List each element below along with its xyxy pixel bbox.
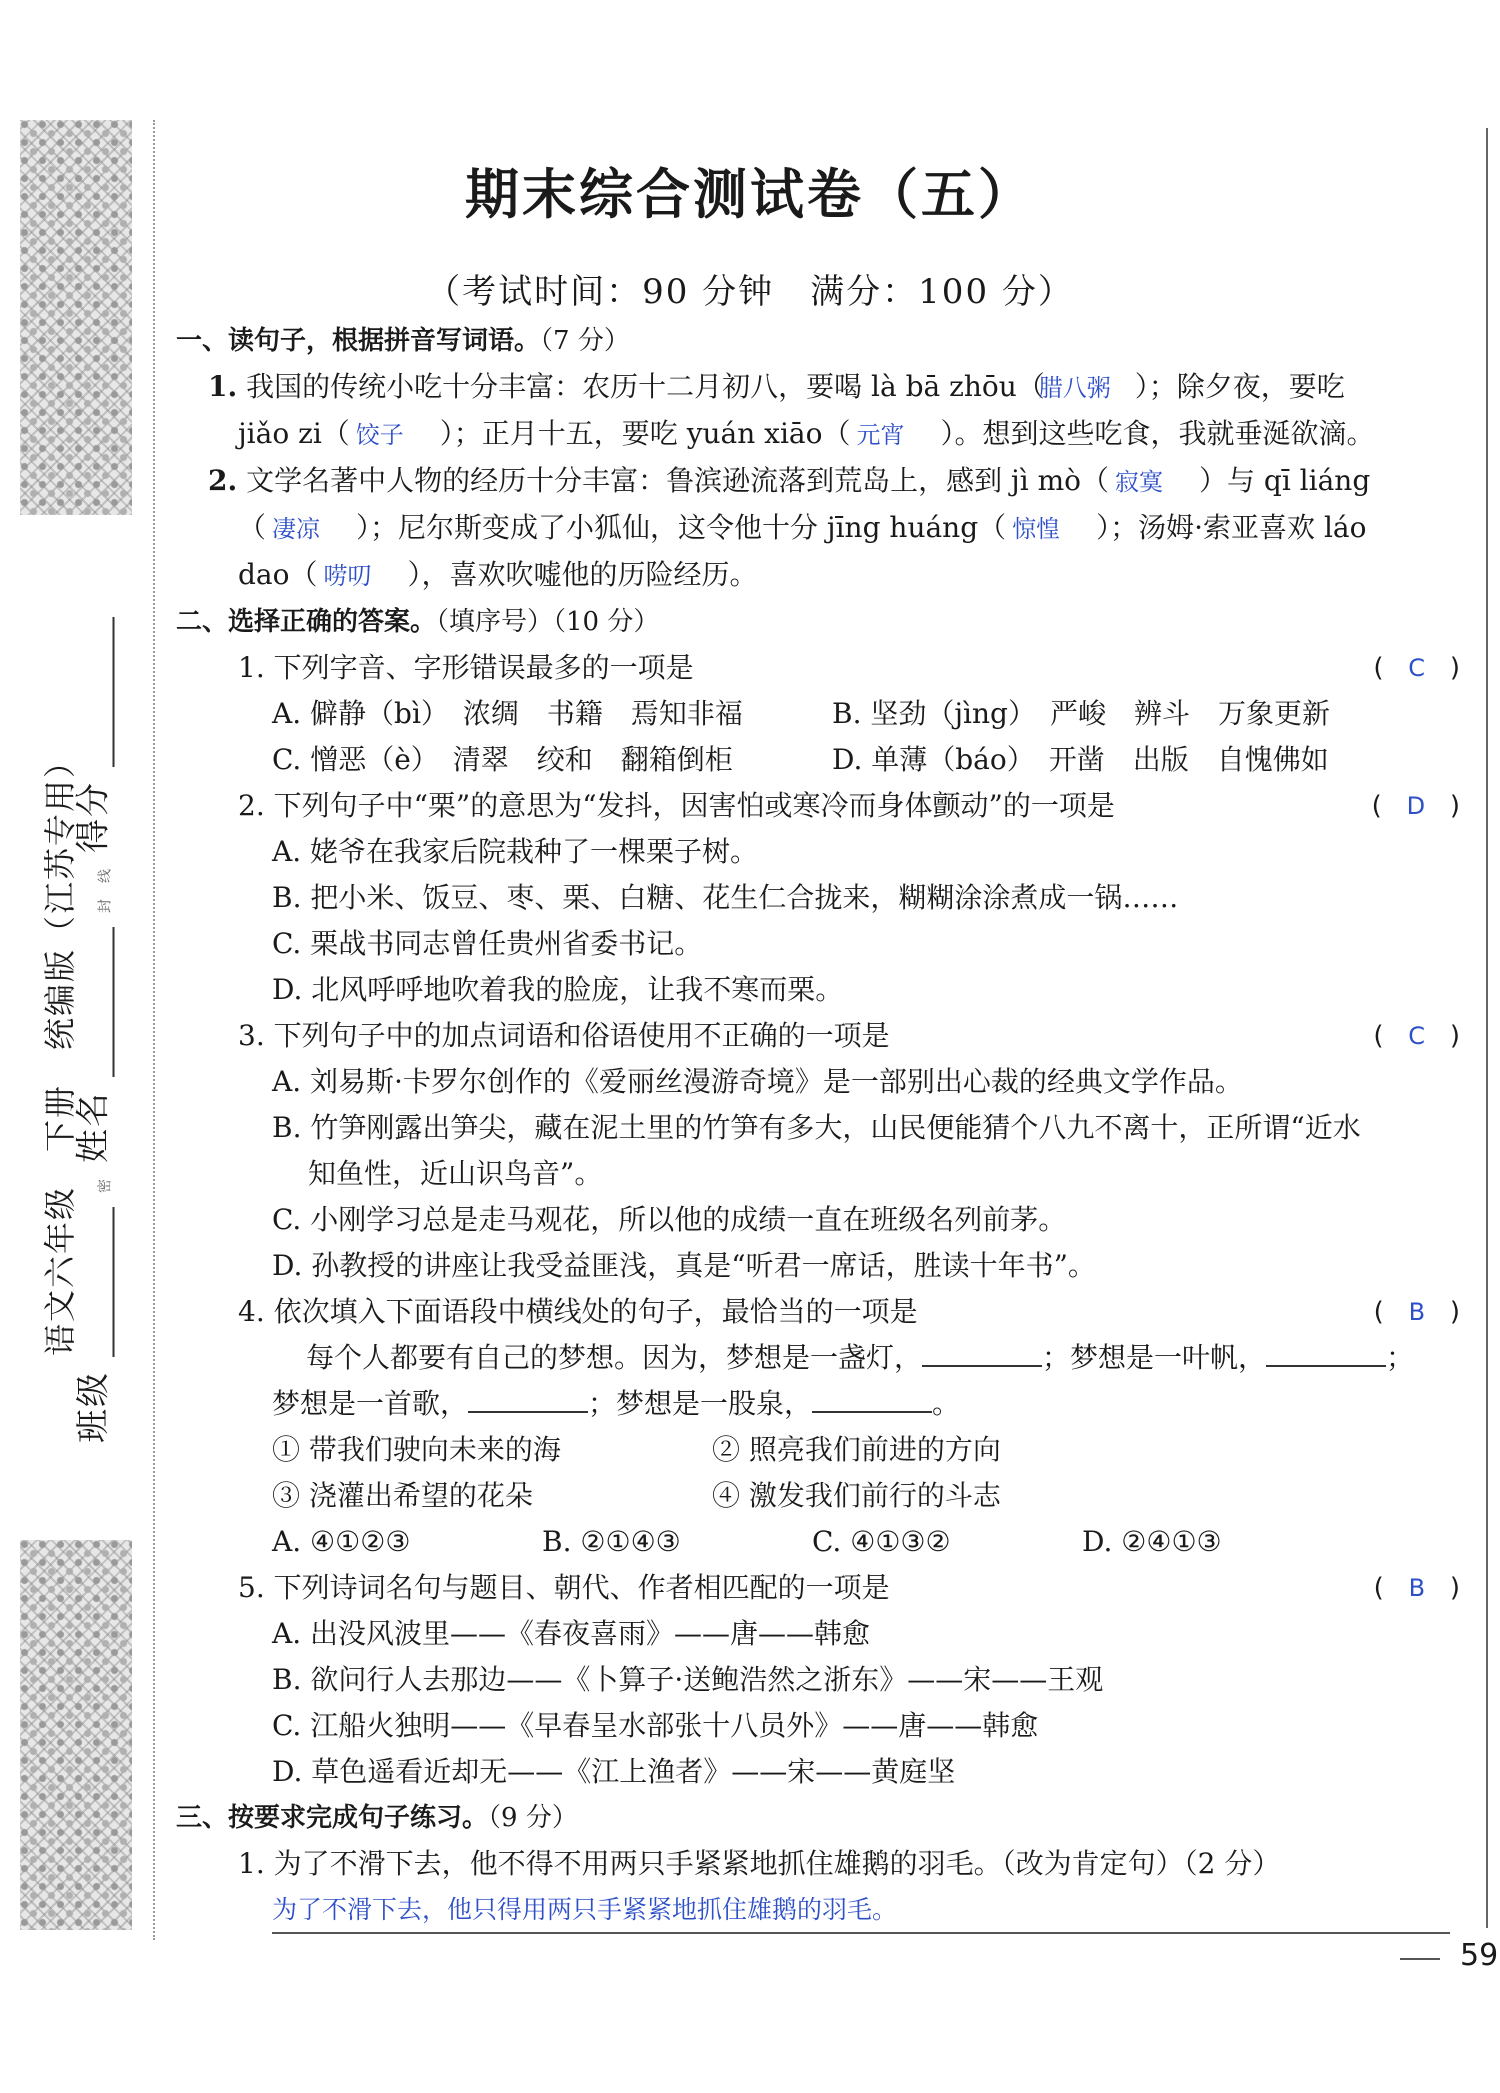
option-d: D. ②④①③: [1082, 1525, 1222, 1558]
answer-text: 凄凉: [272, 515, 321, 543]
answer-box: ( B ): [1373, 1573, 1460, 1603]
text: 文学名著中人物的经历十分丰富：鲁滨逊流落到荒岛上，感到 jì mò（: [246, 464, 1109, 497]
s2-question-2: [176, 783, 1460, 829]
book-info: 语文六年级 下册 统编版（江苏专用）: [41, 743, 79, 1357]
option-b-continued: 知鱼性，近山识鸟音”。: [308, 1157, 603, 1190]
answer-text: 元宵: [856, 421, 905, 449]
text: 我国的传统小吃十分丰富：农历十二月初八，要喝 là bā zhōu（: [246, 370, 1045, 403]
answer-text: 腊八粥: [1038, 374, 1111, 402]
option-a: A. ④①②③: [272, 1525, 411, 1558]
question-number: 2.: [208, 464, 238, 497]
text: ；梦想是一叶帆，: [1042, 1341, 1267, 1374]
text: ；梦想是一股泉，: [588, 1387, 813, 1420]
answer-choice: C: [1408, 1022, 1426, 1050]
s2-question-5: [176, 1565, 1460, 1611]
s2-q1-options: [176, 691, 1460, 783]
option-c: C. 江船火独明——《早春呈水部张十八员外》——唐——韩愈: [272, 1709, 1039, 1742]
blank-line: [468, 1383, 588, 1413]
answer-choice: C: [1408, 654, 1426, 682]
answer-choice: B: [1408, 1574, 1426, 1602]
section-2-title: 二、选择正确的答案。: [176, 607, 437, 637]
blank-line: [812, 1383, 932, 1413]
answer-choice: B: [1408, 1298, 1426, 1326]
decorative-pattern-bottom: [20, 1540, 132, 1930]
option-c: C. 栗战书同志曾任贵州省委书记。: [272, 927, 703, 960]
question-stem: 3. 下列句子中的加点词语和俗语使用不正确的一项是: [238, 1019, 890, 1052]
s2-question-3: [176, 1013, 1460, 1059]
option-d: D. 孙教授的讲座让我受益匪浅，真是“听君一席话，胜读十年书”。: [272, 1249, 1096, 1282]
option-c: C. ④①③②: [812, 1525, 951, 1558]
answer-text: 惊惶: [1012, 515, 1061, 543]
section-3-heading: [176, 1795, 1460, 1841]
option-b: B. 坚劲（jìng） 严峻 辨斗 万象更新: [832, 697, 1330, 730]
answer-text: 饺子: [355, 421, 404, 449]
text: （: [238, 511, 267, 544]
answer-text: 唠叨: [323, 562, 372, 590]
option-d: D. 北风呼呼地吹着我的脸庞，让我不寒而栗。: [272, 973, 844, 1006]
s2-question-4: [176, 1289, 1460, 1335]
answer-box: ( B ): [1373, 1297, 1460, 1327]
sentence-1: ① 带我们驶向未来的海: [272, 1433, 561, 1466]
sentence-4: ④ 激发我们前行的斗志: [712, 1479, 1001, 1512]
section-2-points: （填序号）（10 分）: [436, 607, 660, 637]
answer-underline: [272, 1932, 1450, 1934]
section-1-points: （7 分）: [540, 326, 630, 356]
option-b: B. 把小米、饭豆、枣、栗、白糖、花生仁合拢来，糊糊涂涂煮成一锅……: [272, 881, 1179, 914]
text: ）；除夕夜，要吃: [1134, 370, 1345, 403]
section-1-title: 一、读句子，根据拼音写词语。: [176, 326, 541, 356]
seal-mark-mi: 密: [97, 1177, 114, 1193]
question-stem: 4. 依次填入下面语段中横线处的句子，最恰当的一项是: [238, 1295, 918, 1328]
text: 梦想是一首歌，: [272, 1387, 469, 1420]
sentence-3: ③ 浇灌出希望的花朵: [272, 1479, 533, 1512]
section-3-title: 三、按要求完成句子练习。: [176, 1803, 489, 1833]
text: ），喜欢吹嘘他的历险经历。: [407, 558, 758, 591]
class-label: 班级: [73, 1371, 114, 1443]
sentence-2: ② 照亮我们前进的方向: [712, 1433, 1001, 1466]
section-2-heading: [176, 599, 1460, 645]
text: ；: [1386, 1341, 1415, 1374]
answer-box: ( C ): [1373, 653, 1460, 683]
score-label: 得分: [73, 781, 114, 853]
section-3-points: （9 分）: [488, 1803, 578, 1833]
seal-mark-feng: 封: [97, 897, 114, 913]
page-title: 期末综合测试卷（五）: [465, 162, 1035, 226]
page-number: 59: [1460, 1938, 1499, 1973]
passage-line-1: [176, 1335, 1460, 1381]
answer-text: 寂寞: [1115, 468, 1163, 496]
s1-question-1: [176, 364, 1460, 458]
s3-q1-answer: 为了不滑下去，他只得用两只手紧紧地抓住雄鹅的羽毛。: [272, 1895, 898, 1924]
text: 。: [932, 1387, 961, 1420]
text: ）；正月十五，要吃 yuán xiāo（: [439, 417, 851, 450]
question-stem: 5. 下列诗词名句与题目、朝代、作者相匹配的一项是: [238, 1571, 890, 1604]
text: ）；汤姆·索亚喜欢 láo: [1096, 511, 1367, 544]
option-a: A. 出没风波里——《春夜喜雨》——唐——韩愈: [272, 1617, 871, 1650]
option-b: B. 竹笋刚露出笋尖，藏在泥土里的竹笋有多大，山民便能猜个八九不离十，正所谓“近水: [272, 1111, 1361, 1144]
s2-question-1: [176, 645, 1460, 691]
option-c: C. 憎恶（è） 清翠 绞和 翻箱倒柜: [272, 743, 733, 776]
s2-q4-options: [176, 1519, 1460, 1565]
option-d: D. 单薄（báo） 开凿 出版 自愧佛如: [832, 743, 1329, 776]
book-info-strip: [30, 560, 90, 1540]
name-label: 姓名: [73, 1091, 114, 1163]
blank-line: [922, 1337, 1042, 1367]
s1-question-2: [176, 458, 1460, 599]
s3-question-1: 1. 为了不滑下去，他不得不用两只手紧紧地抓住雄鹅的羽毛。（改为肯定句）（2 分）: [238, 1847, 1281, 1880]
passage-line-2: [176, 1381, 1460, 1427]
class-blank: [107, 1207, 115, 1357]
answer-box: ( D ): [1371, 791, 1460, 821]
text: ）。想到这些吃食，我就垂涎欲滴。: [940, 417, 1375, 450]
exam-info: （考试时间：90 分钟 满分：100 分）: [426, 272, 1074, 312]
option-b: B. ②①④③: [542, 1525, 681, 1558]
text: jiǎo zi（: [238, 417, 350, 450]
option-c: C. 小刚学习总是走马观花，所以他的成绩一直在班级名列前茅。: [272, 1203, 1067, 1236]
section-1-heading: [176, 318, 1460, 364]
option-d: D. 草色遥看近却无——《江上渔者》——宋——黄庭坚: [272, 1755, 956, 1788]
text: 每个人都要有自己的梦想。因为，梦想是一盏灯，: [306, 1341, 923, 1374]
text: ）与 qī liáng: [1199, 464, 1371, 497]
seal-mark-xian: 线: [97, 867, 114, 883]
score-blank: [107, 617, 115, 767]
question-stem: 1. 下列字音、字形错误最多的一项是: [238, 651, 694, 684]
question-number: 1.: [208, 370, 238, 403]
exam-content: [176, 318, 1460, 1933]
right-border: [1486, 128, 1488, 1928]
s2-q4-sentences: [176, 1427, 1460, 1519]
name-blank: [107, 927, 115, 1077]
option-a: A. 僻静（bì） 浓绸 书籍 焉知非福: [272, 697, 743, 730]
binding-line: [153, 120, 155, 1940]
answer-choice: D: [1406, 792, 1426, 820]
text: dao（: [238, 558, 318, 591]
blank-line: [1266, 1337, 1386, 1367]
option-b: B. 欲问行人去那边——《卜算子·送鲍浩然之浙东》——宋——王观: [272, 1663, 1104, 1696]
text: ）；尼尔斯变成了小狐仙，这令他十分 jīng huáng（: [356, 511, 1007, 544]
option-a: A. 刘易斯·卡罗尔创作的《爱丽丝漫游奇境》是一部别出心裁的经典文学作品。: [272, 1065, 1243, 1098]
page-dash: [1400, 1958, 1440, 1960]
option-a: A. 姥爷在我家后院栽种了一棵栗子树。: [272, 835, 759, 868]
answer-box: ( C ): [1373, 1021, 1460, 1051]
question-stem: 2. 下列句子中“栗”的意思为“发抖，因害怕或寒冷而身体颤动”的一项是: [238, 789, 1115, 822]
